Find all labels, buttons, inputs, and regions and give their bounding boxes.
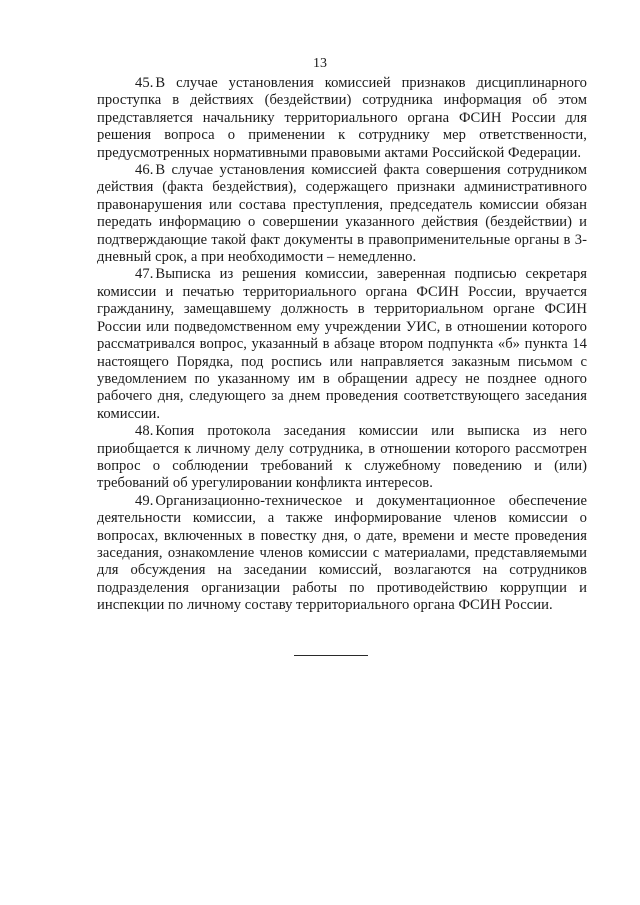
document-body — [97, 75, 587, 615]
paragraph-49 — [97, 493, 587, 615]
paragraph-number: 46. — [135, 162, 154, 179]
paragraph-text: В случае установления комиссией факта совершения сотрудником действия (факта бездействия), содержащего признаки административного правонарушения или состава преступления, председатель комиссии обязан передать информацию о совершении указанного действия (бездействии) и подтверждающие такой факт документы в правоприменительные органы в 3-дневный срок, а при необходимости – немедленно. — [97, 162, 587, 266]
paragraph-text: Выписка из решения комиссии, заверенная подписью секретаря комиссии и печатью территориального органа ФСИН России, вручается гражданину, замещавшему должность в территориальном органе ФСИН России или подведомственном ему учреждении УИС, в отношении которого рассматривался вопрос, указанный в абзаце втором подпункта «б» пункта 14 настоящего Порядка, под роспись или направляется заказным письмом с уведомлением по указанному им в обращении адресу не позднее одного рабочего дня, следующего за днем проведения соответствующего заседания комиссии. — [97, 266, 587, 422]
paragraph-text: Копия протокола заседания комиссии или выписка из него приобщается к личному делу сотрудника, в отношении которого рассмотрен вопрос о соблюдении требований к служебному поведению и (или) требований об урегулировании конфликта интересов. — [97, 423, 587, 492]
paragraph-number: 49. — [135, 492, 154, 509]
paragraph-47 — [97, 266, 587, 423]
paragraph-number: 48. — [135, 423, 154, 440]
paragraph-45 — [97, 75, 587, 162]
end-of-document-rule — [294, 655, 368, 656]
paragraph-46 — [97, 162, 587, 266]
page-number: 13 — [313, 56, 327, 71]
paragraph-text: В случае установления комиссией признаков дисциплинарного проступка в действиях (бездействии) сотрудника информация об этом представляется начальнику территориального органа ФСИН России для решения вопроса о применении к сотруднику мер ответственности, предусмотренных нормативными правовыми актами Российской Федерации. — [97, 75, 587, 161]
paragraph-text: Организационно-техническое и документационное обеспечение деятельности комиссии, а также информирование членов комиссии о вопросах, включенных в повестку дня, о дате, времени и месте проведения заседания, ознакомление членов комиссии с материалами, представляемыми для обсуждения на заседании комиссий, возлагаются на сотрудников подразделения организации работы по противодействию коррупции и инспекции по личному составу территориального органа ФСИН России. — [97, 492, 587, 614]
paragraph-number: 45. — [135, 75, 154, 91]
paragraph-number: 47. — [135, 266, 154, 283]
paragraph-48 — [97, 423, 587, 493]
